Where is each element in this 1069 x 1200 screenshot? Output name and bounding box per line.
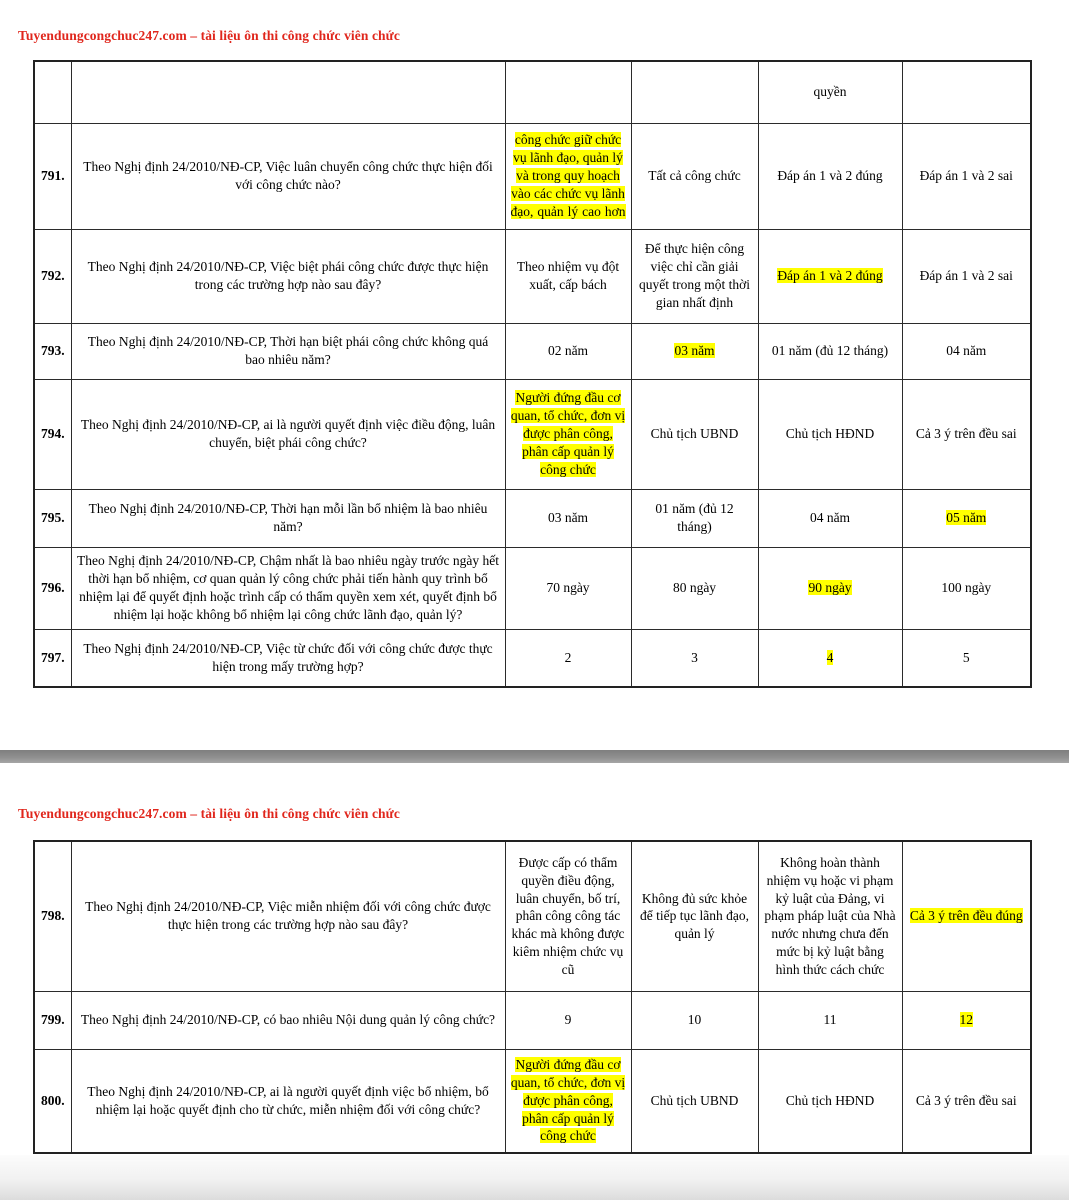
answer-cell-b: Chủ tịch UBND <box>631 1049 758 1153</box>
question-row-798 <box>34 841 1031 991</box>
answer-cell-d: 04 năm <box>902 323 1031 379</box>
answer-cell-c: quyền <box>758 61 902 123</box>
answer-cell-c: Chủ tịch HĐND <box>758 1049 902 1153</box>
question-number: 800. <box>34 1049 71 1153</box>
question-number: 796. <box>34 547 71 629</box>
answer-cell-d <box>902 991 1031 1049</box>
question-text: Theo Nghị định 24/2010/NĐ-CP, Thời hạn biệt phái công chức không quá bao nhiêu năm? <box>71 323 505 379</box>
question-number: 797. <box>34 629 71 687</box>
answer-cell-a: 03 năm <box>505 489 631 547</box>
answer-cell-c: Đáp án 1 và 2 đúng <box>758 123 902 229</box>
highlighted-answer: 12 <box>959 1012 973 1028</box>
question-number: 795. <box>34 489 71 547</box>
highlighted-answer: 05 năm <box>946 510 987 526</box>
site-header-page-1: Tuyendungcongchuc247.com – tài liệu ôn thi công chức viên chức <box>18 28 400 43</box>
question-row-794 <box>34 379 1031 489</box>
answer-cell-a <box>505 379 631 489</box>
question-text: Theo Nghị định 24/2010/NĐ-CP, ai là người quyết định việc điều động, luân chuyển, biệt phái công chức? <box>71 379 505 489</box>
question-number <box>34 61 71 123</box>
question-row-793 <box>34 323 1031 379</box>
answer-cell-c: 01 năm (đủ 12 tháng) <box>758 323 902 379</box>
answer-cell-d: Đáp án 1 và 2 sai <box>902 229 1031 323</box>
question-number: 791. <box>34 123 71 229</box>
answer-cell-d: Cả 3 ý trên đều sai <box>902 1049 1031 1153</box>
highlighted-answer: Người đứng đầu cơ quan, tổ chức, đơn vị được phân công, phân cấp quản lý công chức <box>510 1057 626 1144</box>
answer-cell-a: Theo nhiệm vụ đột xuất, cấp bách <box>505 229 631 323</box>
answer-cell-b <box>631 61 758 123</box>
answer-cell-c: 11 <box>758 991 902 1049</box>
question-text: Theo Nghị định 24/2010/NĐ-CP, Thời hạn mỗi lần bổ nhiệm là bao nhiêu năm? <box>71 489 505 547</box>
answer-cell-c <box>758 229 902 323</box>
answer-cell-a <box>505 123 631 229</box>
question-text: Theo Nghị định 24/2010/NĐ-CP, Việc miễn nhiệm đối với công chức được thực hiện trong các trường hợp nào sau đây? <box>71 841 505 991</box>
question-text: Theo Nghị định 24/2010/NĐ-CP, Việc luân chuyển công chức thực hiện đối với công chức nào? <box>71 123 505 229</box>
question-text: Theo Nghị định 24/2010/NĐ-CP, ai là người quyết định việc bổ nhiệm, bổ nhiệm lại hoặc quyết định cho từ chức, miễn nhiệm đối với công chức? <box>71 1049 505 1153</box>
question-text: Theo Nghị định 24/2010/NĐ-CP, Chậm nhất là bao nhiêu ngày trước ngày hết thời hạn bổ nhiệm, cơ quan quản lý công chức phải tiến hành quy trình bổ nhiệm lại để quyết định hoặc trình cấp có thẩm quyền xem xét, quyết định bổ nhiệm lại hoặc không bổ nhiệm lại công chức lãnh đạo, quản lý? <box>71 547 505 629</box>
answer-cell-b: Không đủ sức khỏe để tiếp tục lãnh đạo, quản lý <box>631 841 758 991</box>
answer-cell-b: Chủ tịch UBND <box>631 379 758 489</box>
answer-cell-c: 04 năm <box>758 489 902 547</box>
answer-cell-b: 01 năm (đủ 12 tháng) <box>631 489 758 547</box>
answer-cell-d: Cả 3 ý trên đều sai <box>902 379 1031 489</box>
bottom-page-edge <box>0 1155 1069 1200</box>
highlighted-answer: 03 năm <box>674 343 715 359</box>
answer-cell-c <box>758 547 902 629</box>
question-text <box>71 61 505 123</box>
question-row-799 <box>34 991 1031 1049</box>
answer-cell-d: 5 <box>902 629 1031 687</box>
question-text: Theo Nghị định 24/2010/NĐ-CP, Việc từ chức đối với công chức được thực hiện trong mấy trường hợp? <box>71 629 505 687</box>
question-number: 792. <box>34 229 71 323</box>
answer-cell-a <box>505 1049 631 1153</box>
answer-cell-d: 100 ngày <box>902 547 1031 629</box>
answer-cell-b: 10 <box>631 991 758 1049</box>
highlighted-answer: 4 <box>826 649 834 665</box>
answer-cell-a <box>505 61 631 123</box>
question-number: 794. <box>34 379 71 489</box>
question-row-797 <box>34 629 1031 687</box>
question-row-792 <box>34 229 1031 323</box>
answer-cell-d <box>902 841 1031 991</box>
answer-cell-a: 70 ngày <box>505 547 631 629</box>
question-text: Theo Nghị định 24/2010/NĐ-CP, có bao nhiêu Nội dung quản lý công chức? <box>71 991 505 1049</box>
answer-cell-b: 3 <box>631 629 758 687</box>
answer-cell-b: 80 ngày <box>631 547 758 629</box>
answer-cell-d <box>902 61 1031 123</box>
answer-cell-c <box>758 629 902 687</box>
answer-cell-b <box>631 323 758 379</box>
answer-cell-d <box>902 489 1031 547</box>
questions-table-page-2 <box>33 840 1032 1154</box>
answer-cell-a: 9 <box>505 991 631 1049</box>
answer-cell-c: Chủ tịch HĐND <box>758 379 902 489</box>
question-text: Theo Nghị định 24/2010/NĐ-CP, Việc biệt phái công chức được thực hiện trong các trường hợp nào sau đây? <box>71 229 505 323</box>
site-header-page-2: Tuyendungcongchuc247.com – tài liệu ôn thi công chức viên chức <box>18 806 400 821</box>
answer-cell-d: Đáp án 1 và 2 sai <box>902 123 1031 229</box>
answer-cell-a: Được cấp có thẩm quyền điều động, luân chuyển, bố trí, phân công công tác khác mà không được kiêm nhiệm chức vụ cũ <box>505 841 631 991</box>
page-break-divider <box>0 750 1069 763</box>
question-number: 798. <box>34 841 71 991</box>
answer-cell-a: 02 năm <box>505 323 631 379</box>
answer-cell-a: 2 <box>505 629 631 687</box>
answer-cell-b: Để thực hiện công việc chỉ cần giải quyết trong một thời gian nhất định <box>631 229 758 323</box>
highlighted-answer: 90 ngày <box>808 580 852 596</box>
highlighted-answer: Đáp án 1 và 2 đúng <box>777 268 883 284</box>
carryover-row <box>34 61 1031 123</box>
highlighted-answer: Người đứng đầu cơ quan, tổ chức, đơn vị được phân công, phân cấp quản lý công chức <box>510 390 626 477</box>
highlighted-answer: Cả 3 ý trên đều đúng <box>909 908 1023 924</box>
answer-cell-c: Không hoàn thành nhiệm vụ hoặc vi phạm kỷ luật của Đảng, vi phạm pháp luật của Nhà nước nhưng chưa đến mức bị kỷ luật bằng hình thức cách chức <box>758 841 902 991</box>
question-row-795 <box>34 489 1031 547</box>
question-row-800 <box>34 1049 1031 1153</box>
question-row-796 <box>34 547 1031 629</box>
highlighted-answer: công chức giữ chức vụ lãnh đạo, quản lý và trong quy hoạch vào các chức vụ lãnh đạo, quản lý cao hơn <box>510 132 626 219</box>
answer-cell-b: Tất cả công chức <box>631 123 758 229</box>
questions-table-page-1 <box>33 60 1032 688</box>
question-row-791 <box>34 123 1031 229</box>
question-number: 799. <box>34 991 71 1049</box>
question-number: 793. <box>34 323 71 379</box>
